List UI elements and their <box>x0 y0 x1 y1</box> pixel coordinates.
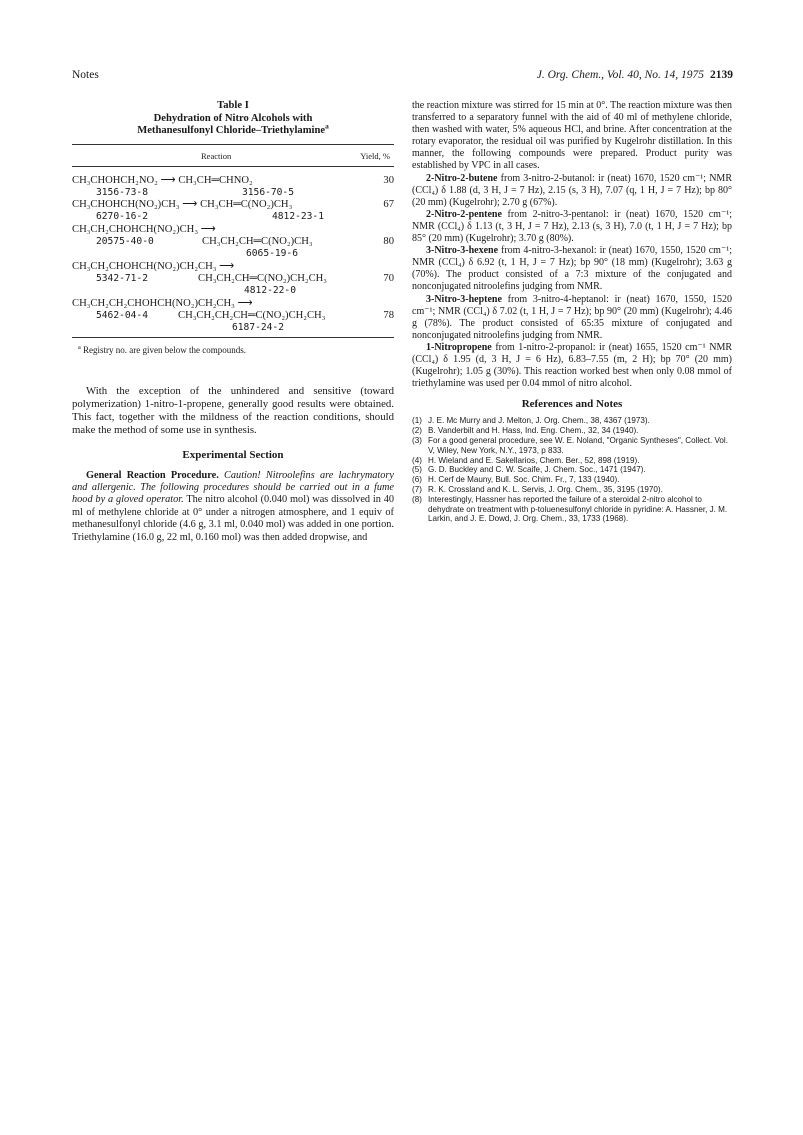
reference-number: (3) <box>412 435 422 445</box>
compound-data: from 1-nitro-2-propanol: ir (neat) 1655, 1520 cm⁻¹ NMR (CCl₄) δ 1.95 (d, 3 H, J = 6 Hz), 6.83–7.55 (m, 2 H); bp 70° (20 mm) (Kugelrohr); 1.05 g (30%). This reaction worked best when only 0.08 mmol of triethylamine was used per 0.04 mmol of nitro alcohol. <box>412 341 733 390</box>
compound-data: from 4-nitro-3-hexanol: ir (neat) 1670, 1550, 1520 cm⁻¹; NMR (CCl₄) δ 6.92 (t, 1 H, J = 7 Hz); bp 90° (18 mm) (Kugelrohr); 3.63 g (70%). The product consisted of a 7:3 mixture of the conjugated and nonconjugated nitroolefins judging from NMR. <box>412 245 733 293</box>
left-body-text <box>72 385 394 544</box>
reference-number: (7) <box>412 484 422 494</box>
table-title <box>72 100 394 138</box>
yield-value: 80 <box>383 236 394 248</box>
reactant: CH₃CHOHCH₂NO₂ <box>72 174 158 186</box>
reaction <box>72 298 366 310</box>
reference-item <box>412 436 732 456</box>
compound-name: 2-Nitro-2-butene <box>426 172 498 184</box>
yield-value: 67 <box>383 199 394 211</box>
table-caption-line2 <box>72 121 394 138</box>
reference-text: H. Cerf de Mauny, Bull. Soc. Chim. Fr., 7, 133 (1940). <box>428 475 620 485</box>
yield-value: 30 <box>383 174 394 186</box>
reference-number: (6) <box>412 475 422 485</box>
reference-text: J. E. Mc Murry and J. Melton, J. Org. Chem., 38, 4367 (1973). <box>428 416 650 426</box>
arrow-icon: ⟶ <box>182 199 198 211</box>
compound-entry <box>412 342 732 390</box>
reaction <box>72 261 366 273</box>
table-row <box>72 224 394 236</box>
table-row <box>72 261 394 273</box>
reactant: CH₃CH₂CHOHCH(NO₂)CH₃ <box>72 223 199 235</box>
reference-text: G. D. Buckley and C. W. Scaife, J. Chem. Soc., 1471 (1947). <box>428 465 646 475</box>
registry-product: 4812-22-0 <box>244 285 296 297</box>
registry-reactant: 3156-73-8 <box>96 186 148 198</box>
registry-reactant: 6270-16-2 <box>96 211 148 223</box>
running-header-section: Notes <box>72 69 99 81</box>
reaction-product-line <box>72 310 366 322</box>
compound-name: 3-Nitro-3-heptene <box>426 293 502 305</box>
table-row <box>72 175 394 187</box>
table-number: Table I <box>217 100 249 111</box>
reference-number: (2) <box>412 426 422 436</box>
registry-reactant: 5462-04-4 <box>96 309 148 321</box>
reactant: CH₃CH₂CHOHCH(NO₂)CH₂CH₃ <box>72 260 217 272</box>
reference-number: (8) <box>412 494 422 504</box>
compound-data: from 3-nitro-4-heptanol: ir (neat) 1670, 1550, 1520 cm⁻¹; NMR (CCl₄) δ 7.02 (t, 1 H, J = 7 Hz); bp 90° (20 mm) (Kugelrohr); 4.46 g (78%). The product consisted of 65:35 mixture of conjugated and nonconjugated nitroolefins judging from NMR. <box>412 293 733 341</box>
table-row <box>72 199 394 211</box>
table-row-continued <box>72 310 394 322</box>
compound-entry <box>412 245 732 293</box>
compound-entry <box>412 294 732 342</box>
footnote-mark: a <box>78 344 81 352</box>
procedure-paragraph <box>72 470 394 544</box>
product: CH₃CH₂CH═C(NO₂)CH₃ <box>202 236 313 248</box>
reference-number: (5) <box>412 465 422 475</box>
compound-entry <box>412 173 732 209</box>
registry-product: 3156-70-5 <box>242 186 294 198</box>
col-header-yield: Yield, % <box>360 150 390 161</box>
registry-row <box>72 187 394 199</box>
reference-text: H. Wieland and E. Sakellarios, Chem. Ber., 52, 898 (1919). <box>428 455 640 465</box>
table-caption-line1: Dehydration of Nitro Alcohols with <box>153 112 313 124</box>
compound-data: from 3-nitro-2-butanol: ir (neat) 1670, 1520 cm⁻¹; NMR (CCl₄) δ 1.88 (d, 3 H, J = 7 Hz), 2.15 (s, 3 H), 7.07 (q, 1 H, J = 7 Hz); bp 80° (20 mm) (Kugelrohr); 2.70 g (67%). <box>412 172 732 208</box>
yield-value: 78 <box>383 309 394 321</box>
registry-reactant: 5342-71-2 <box>96 272 148 284</box>
registry-row <box>72 211 394 223</box>
table-row-continued <box>72 236 394 248</box>
reference-text: For a good general procedure, see W. E. Noland, "Organic Syntheses", Collect. Vol. V, Wiley, New York, N.Y., 1973, p 833. <box>428 435 728 455</box>
table-caption-mark: a <box>325 121 329 131</box>
table-header-rule <box>72 166 394 167</box>
left-column <box>72 100 394 544</box>
compound-name: 2-Nitro-2-pentene <box>426 208 502 220</box>
reactant: CH₃CHOHCH(NO₂)CH₃ <box>72 199 180 211</box>
table-header-row <box>72 145 394 166</box>
reaction <box>72 199 366 211</box>
registry-row <box>72 285 394 297</box>
procedure-text: The nitro alcohol (0.040 mol) was dissolved in 40 ml of methylene chloride at 0° under a nitrogen atmosphere, and 1 equiv of methanesulfonyl chloride (4.6 g, 3.1 ml, 0.040 mol) was added in one portion. Triethylamine (16.0 g, 22 ml, 0.160 mol) was then added dropwise, and <box>72 494 395 543</box>
reference-item <box>412 465 732 475</box>
reference-item <box>412 426 732 436</box>
compound-entry <box>412 209 732 245</box>
registry-reactant: 20575-40-0 <box>96 236 154 248</box>
journal-citation: J. Org. Chem., Vol. 40, No. 14, 1975 <box>536 69 704 81</box>
reference-text: B. Vanderbilt and H. Hass, Ind. Eng. Chem., 32, 34 (1940). <box>428 426 639 436</box>
registry-product: 6187-24-2 <box>232 322 284 334</box>
table-bottom-rule <box>72 337 394 338</box>
arrow-icon: ⟶ <box>160 174 176 186</box>
table-footnote <box>72 344 394 356</box>
yield-spacer <box>366 224 394 236</box>
yield-spacer <box>366 298 394 310</box>
reaction-product-line <box>72 236 366 248</box>
registry-row <box>72 322 394 334</box>
reaction <box>72 175 366 187</box>
compound-name: 3-Nitro-3-hexene <box>426 245 499 257</box>
reference-text: R. K. Crossland and K. L. Servis, J. Org. Chem., 35, 3195 (1970). <box>428 484 663 494</box>
references-heading: References and Notes <box>521 398 623 411</box>
arrow-icon: ⟶ <box>200 223 216 235</box>
reactant: CH₃CH₂CH₂CHOHCH(NO₂)CH₂CH₃ <box>72 297 235 309</box>
procedure-title: General Reaction Procedure. <box>86 469 219 481</box>
right-column <box>412 100 732 524</box>
table-body <box>72 175 394 335</box>
references-list <box>412 416 732 524</box>
col-header-reaction: Reaction <box>201 150 232 161</box>
page-number: 2139 <box>710 69 733 81</box>
arrow-icon: ⟶ <box>219 260 235 272</box>
footnote-text: Registry no. are given below the compounds. <box>83 345 247 356</box>
reference-item <box>412 475 732 485</box>
yield-value: 70 <box>383 272 394 284</box>
procedure-caution: Caution! Nitroolefins are lachrymatory and allergenic. The following procedures should be carried out in a fume hood by a gloved operator. <box>72 469 394 506</box>
procedure-continuation: the reaction mixture was stirred for 15 min at 0°. The reaction mixture was then transferred to a separatory funnel with the aid of 40 ml of methylene chloride, then washed with water, 5% aqueous HCl, and brine. After concentration at the rotary evaporator, the residual oil was purified by Kugelrohr distillation. In this manner, the following compounds were prepared. Product purity was established by VPC in all cases. <box>412 100 732 172</box>
reference-item <box>412 485 732 495</box>
section-heading: Experimental Section <box>182 448 284 461</box>
reference-item <box>412 416 732 426</box>
compound-data: from 2-nitro-3-pentanol: ir (neat) 1670, 1520 cm⁻¹; NMR (CCl₄) δ 1.13 (t, 3 H, J = 7 Hz), 2.13 (s, 3 H), 7.0 (t, 1 H, J = 7 Hz); bp 85° (20 mm) (Kugelrohr); 3.70 g (80%). <box>412 208 732 245</box>
registry-product: 4812-23-1 <box>272 211 324 223</box>
table-caption-text: Methanesulfonyl Chloride–Triethylamine <box>137 125 326 136</box>
running-header-journal <box>537 69 733 81</box>
product: CH₃CH═CHNO₂ <box>178 174 253 186</box>
product: CH₃CH₂CH═C(NO₂)CH₂CH₃ <box>198 272 327 284</box>
registry-row <box>72 248 394 260</box>
reaction-product-line <box>72 273 366 285</box>
reference-number: (1) <box>412 416 422 426</box>
yield-spacer <box>366 261 394 273</box>
arrow-icon: ⟶ <box>237 297 253 309</box>
reference-item <box>412 456 732 466</box>
product: CH₃CH₂CH₂CH═C(NO₂)CH₂CH₃ <box>178 309 326 321</box>
reference-text: Interestingly, Hassner has reported the failure of a steroidal 2-nitro alcohol to dehydrate on treatment with p-toluenesulfonyl chloride in pyridine: A. Hassner, J. M. Larkin, and J. E. Dowd, J. Org. Chem., 33, 1733 (1968). <box>428 494 728 524</box>
results-paragraph: With the exception of the unhindered and sensitive (toward polymerization) 1-nitro-1-propene, generally good results were obtained. This fact, together with the mildness of the reaction conditions, should make the method of some use in synthesis. <box>72 384 394 436</box>
table-row-continued <box>72 273 394 285</box>
registry-product: 6065-19-6 <box>246 248 298 260</box>
table-row <box>72 298 394 310</box>
reference-item <box>412 495 732 524</box>
product: CH₃CH═C(NO₂)CH₃ <box>200 199 293 211</box>
reference-number: (4) <box>412 455 422 465</box>
reaction <box>72 224 366 236</box>
compound-name: 1-Nitropropene <box>426 341 492 353</box>
